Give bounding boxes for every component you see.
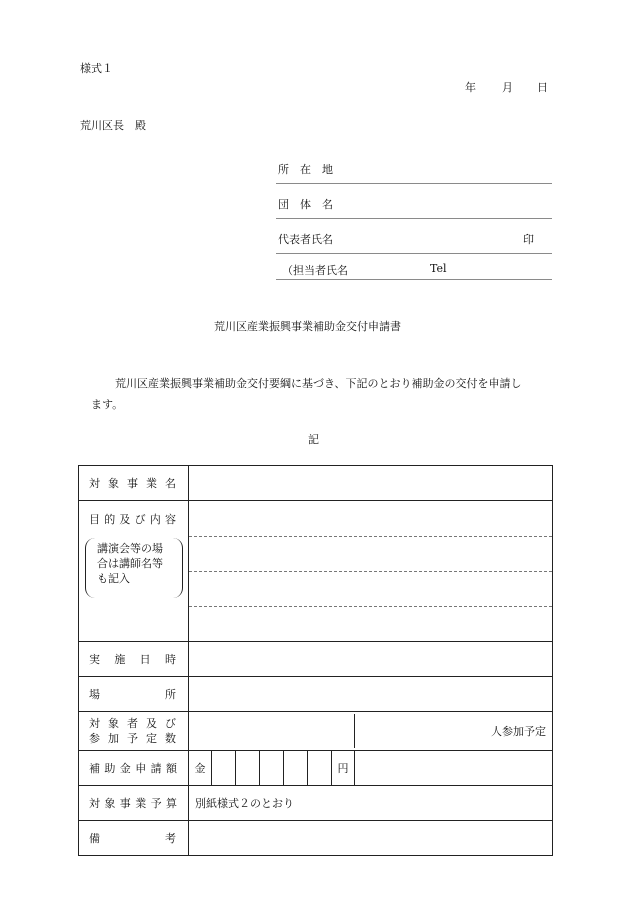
participants-target-field[interactable] xyxy=(189,714,355,748)
purpose-note: 講演会等の場 合は講師名等 も記入 xyxy=(97,542,163,585)
participants-label: 対象者及び 参加予定数 xyxy=(79,712,189,751)
amount-prefix: 金 xyxy=(189,751,212,785)
participants-cell xyxy=(189,712,553,751)
amount-suffix: 円 xyxy=(332,751,355,785)
date-month: 月 xyxy=(502,81,513,94)
rep-label: 代表者氏名 xyxy=(278,233,333,246)
table-row xyxy=(79,821,553,856)
date-day: 日 xyxy=(537,81,548,94)
budget-value: 別紙様式２のとおり xyxy=(195,797,294,810)
project-name-field[interactable] xyxy=(189,466,553,501)
form-number: 様式１ xyxy=(80,62,113,75)
budget-label: 対象事業予算 xyxy=(79,786,189,821)
dashed-line xyxy=(189,536,552,537)
remarks-label: 備考 xyxy=(79,821,189,856)
table-row xyxy=(79,751,553,786)
table-row xyxy=(79,786,553,821)
rep-line[interactable] xyxy=(276,253,552,254)
table-row xyxy=(79,466,553,501)
dashed-line xyxy=(189,606,552,607)
participants-suffix: 人参加予定 xyxy=(491,725,546,738)
table-row xyxy=(79,677,553,712)
participants-count-field[interactable] xyxy=(355,714,552,748)
contact-label: （担当者氏名 xyxy=(282,264,348,277)
amount-label: 補助金申請額 xyxy=(79,751,189,786)
amount-remainder xyxy=(355,751,552,785)
table-row xyxy=(79,501,553,642)
org-line[interactable] xyxy=(276,218,552,219)
place-label: 場所 xyxy=(79,677,189,712)
purpose-label: 目的及び内容 xyxy=(89,513,178,526)
org-label: 団 体 名 xyxy=(278,198,333,211)
ki-mark: 記 xyxy=(308,433,319,446)
dashed-line xyxy=(189,571,552,572)
amount-digit[interactable] xyxy=(212,751,236,785)
amount-cell xyxy=(189,751,553,786)
date-label: 実施日時 xyxy=(79,642,189,677)
purpose-field[interactable] xyxy=(189,501,553,642)
date-year: 年 xyxy=(465,81,476,94)
location-line[interactable] xyxy=(276,183,552,184)
tel-label: Tel xyxy=(430,262,447,275)
amount-digit[interactable] xyxy=(308,751,332,785)
table-row xyxy=(79,712,553,751)
body-line-2: ます。 xyxy=(91,398,124,411)
date-field[interactable] xyxy=(189,642,553,677)
project-name-label: 対象事業名 xyxy=(79,466,189,501)
seal-mark: 印 xyxy=(523,233,534,246)
addressee: 荒川区長 殿 xyxy=(80,119,146,132)
amount-digit[interactable] xyxy=(284,751,308,785)
contact-line[interactable] xyxy=(276,279,552,280)
amount-digit[interactable] xyxy=(260,751,284,785)
place-field[interactable] xyxy=(189,677,553,712)
table-row xyxy=(79,642,553,677)
remarks-field[interactable] xyxy=(189,821,553,856)
location-label: 所 在 地 xyxy=(278,163,333,176)
budget-field[interactable] xyxy=(189,786,553,821)
body-line-1: 荒川区産業振興事業補助金交付要綱に基づき、下記のとおり補助金の交付を申請し xyxy=(115,377,522,390)
document-title: 荒川区産業振興事業補助金交付申請書 xyxy=(214,320,401,333)
application-table xyxy=(78,465,553,856)
purpose-label-cell xyxy=(79,501,189,642)
amount-digit[interactable] xyxy=(236,751,260,785)
